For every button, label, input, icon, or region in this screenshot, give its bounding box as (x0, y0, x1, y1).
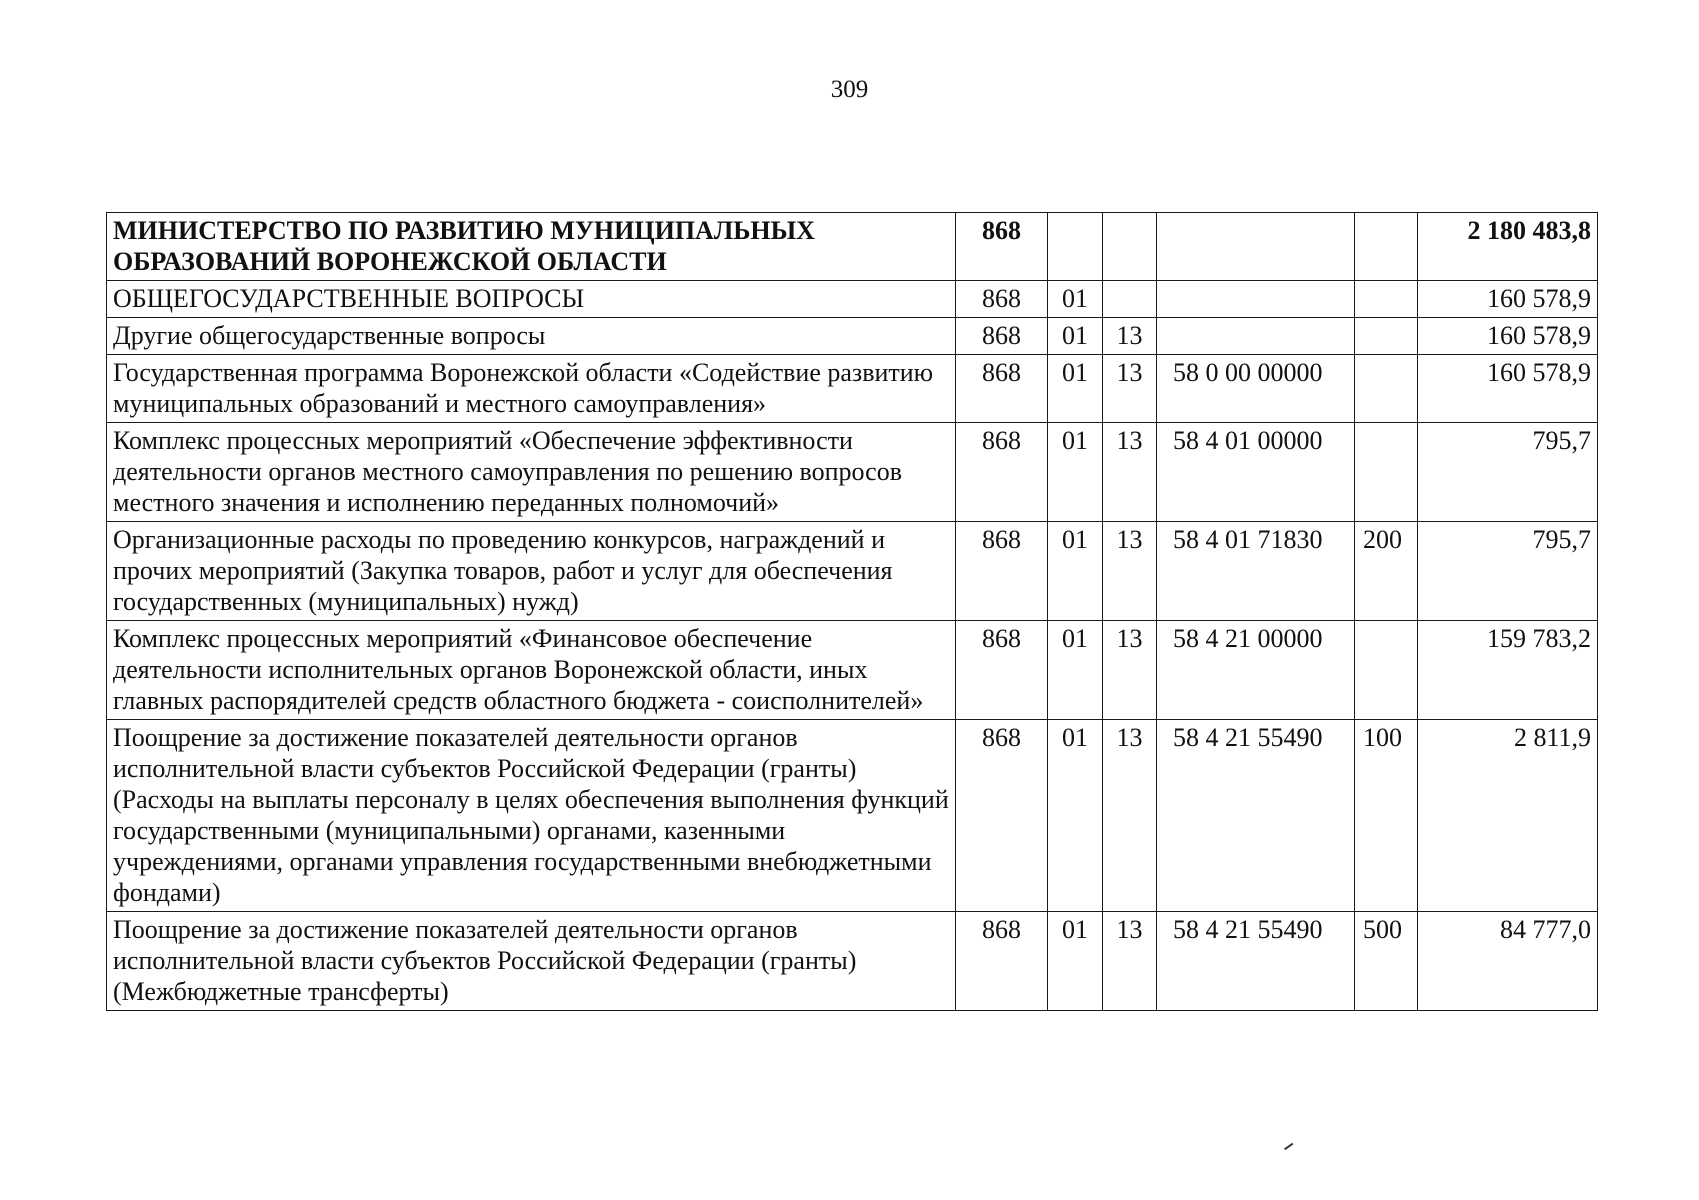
grbs-code-cell: 868 (956, 423, 1048, 522)
grbs-code-cell: 868 (956, 522, 1048, 621)
row-name-cell: Организационные расходы по проведению конкурсов, награждений и прочих мероприятий (Закупка товаров, работ и услуг для обеспечения государственных (муниципальных) нужд) (107, 522, 956, 621)
expense-type-cell (1355, 621, 1418, 720)
subsection-code-cell (1103, 213, 1157, 281)
grbs-code-cell: 868 (956, 213, 1048, 281)
row-name-cell: Комплекс процессных мероприятий «Обеспечение эффективности деятельности органов местного самоуправления по решению вопросов местного значения и исполнению переданных полномочий» (107, 423, 956, 522)
table-row (107, 213, 1598, 281)
target-article-cell (1157, 281, 1355, 318)
expense-type-cell: 200 (1355, 522, 1418, 621)
expense-type-cell: 100 (1355, 720, 1418, 912)
amount-cell: 795,7 (1418, 522, 1598, 621)
amount-cell: 160 578,9 (1418, 355, 1598, 423)
table-body (107, 213, 1598, 1011)
table-row (107, 522, 1598, 621)
grbs-code-cell: 868 (956, 281, 1048, 318)
row-name-cell: ОБЩЕГОСУДАРСТВЕННЫЕ ВОПРОСЫ (107, 281, 956, 318)
row-name-cell: Комплекс процессных мероприятий «Финансовое обеспечение деятельности исполнительных органов Воронежской области, иных главных распорядителей средств областного бюджета - соисполнителей» (107, 621, 956, 720)
row-name-cell: Поощрение за достижение показателей деятельности органов исполнительной власти субъектов Российской Федерации (гранты) (Расходы на выплаты персоналу в целях обеспечения выполнения функций государственными (муниципальными) органами, казенными учреждениями, органами управления государственными внебюджетными фондами) (107, 720, 956, 912)
amount-cell: 84 777,0 (1418, 912, 1598, 1011)
section-code-cell: 01 (1048, 621, 1103, 720)
section-code-cell: 01 (1048, 522, 1103, 621)
grbs-code-cell: 868 (956, 912, 1048, 1011)
grbs-code-cell: 868 (956, 318, 1048, 355)
target-article-cell (1157, 318, 1355, 355)
subsection-code-cell: 13 (1103, 355, 1157, 423)
section-code-cell: 01 (1048, 423, 1103, 522)
section-code-cell (1048, 213, 1103, 281)
grbs-code-cell: 868 (956, 355, 1048, 423)
target-article-cell: 58 4 21 55490 (1157, 912, 1355, 1011)
table-row (107, 912, 1598, 1011)
target-article-cell: 58 4 01 00000 (1157, 423, 1355, 522)
table-row (107, 621, 1598, 720)
table-row (107, 355, 1598, 423)
expense-type-cell (1355, 423, 1418, 522)
amount-cell: 160 578,9 (1418, 281, 1598, 318)
section-code-cell: 01 (1048, 318, 1103, 355)
expense-type-cell (1355, 355, 1418, 423)
section-code-cell: 01 (1048, 912, 1103, 1011)
amount-cell: 160 578,9 (1418, 318, 1598, 355)
amount-cell: 159 783,2 (1418, 621, 1598, 720)
table-row (107, 281, 1598, 318)
grbs-code-cell: 868 (956, 621, 1048, 720)
row-name-cell: Государственная программа Воронежской области «Содействие развитию муниципальных образований и местного самоуправления» (107, 355, 956, 423)
target-article-cell: 58 4 01 71830 (1157, 522, 1355, 621)
target-article-cell: 58 4 21 55490 (1157, 720, 1355, 912)
subsection-code-cell: 13 (1103, 423, 1157, 522)
subsection-code-cell: 13 (1103, 912, 1157, 1011)
budget-table (106, 212, 1598, 1011)
grbs-code-cell: 868 (956, 720, 1048, 912)
stray-mark (1281, 1138, 1294, 1150)
table-row (107, 318, 1598, 355)
subsection-code-cell: 13 (1103, 522, 1157, 621)
target-article-cell: 58 0 00 00000 (1157, 355, 1355, 423)
table-row (107, 720, 1598, 912)
subsection-code-cell: 13 (1103, 621, 1157, 720)
expense-type-cell (1355, 318, 1418, 355)
amount-cell: 795,7 (1418, 423, 1598, 522)
amount-cell: 2 180 483,8 (1418, 213, 1598, 281)
subsection-code-cell: 13 (1103, 318, 1157, 355)
expense-type-cell: 500 (1355, 912, 1418, 1011)
target-article-cell (1157, 213, 1355, 281)
section-code-cell: 01 (1048, 720, 1103, 912)
section-code-cell: 01 (1048, 355, 1103, 423)
page-number: 309 (830, 76, 869, 103)
subsection-code-cell (1103, 281, 1157, 318)
row-name-cell: Поощрение за достижение показателей деятельности органов исполнительной власти субъектов Российской Федерации (гранты) (Межбюджетные трансферты) (107, 912, 956, 1011)
section-code-cell: 01 (1048, 281, 1103, 318)
row-name-cell: МИНИСТЕРСТВО ПО РАЗВИТИЮ МУНИЦИПАЛЬНЫХ ОБРАЗОВАНИЙ ВОРОНЕЖСКОЙ ОБЛАСТИ (107, 213, 956, 281)
expense-type-cell (1355, 281, 1418, 318)
subsection-code-cell: 13 (1103, 720, 1157, 912)
table-row (107, 423, 1598, 522)
expense-type-cell (1355, 213, 1418, 281)
row-name-cell: Другие общегосударственные вопросы (107, 318, 956, 355)
amount-cell: 2 811,9 (1418, 720, 1598, 912)
target-article-cell: 58 4 21 00000 (1157, 621, 1355, 720)
